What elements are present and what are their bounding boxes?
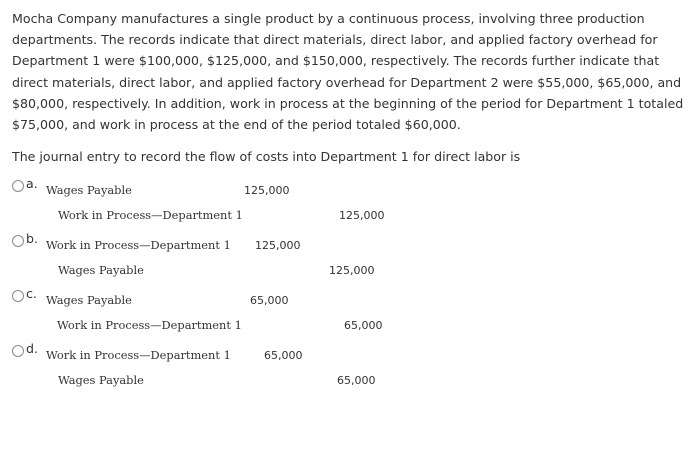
credit-amount-c: 65,000 [344, 319, 383, 332]
debit-account-a: Wages Payable [46, 183, 132, 197]
debit-amount-c: 65,000 [250, 294, 289, 307]
debit-account-d: Work in Process—Department 1 [46, 348, 231, 362]
debit-amount-a: 125,000 [244, 184, 290, 197]
debit-amount-d: 65,000 [264, 349, 303, 362]
radio-button-c[interactable] [12, 290, 24, 302]
option-letter-d: d. [26, 341, 38, 356]
credit-amount-a: 125,000 [339, 209, 385, 222]
radio-button-d[interactable] [12, 345, 24, 357]
credit-amount-d: 65,000 [337, 374, 376, 387]
debit-account-b: Work in Process—Department 1 [46, 238, 231, 252]
answer-option-d[interactable] [0, 341, 691, 397]
credit-account-c: Work in Process—Department 1 [57, 318, 242, 332]
option-letter-b: b. [26, 231, 38, 246]
credit-amount-b: 125,000 [329, 264, 375, 277]
debit-amount-b: 125,000 [255, 239, 301, 252]
answer-option-b[interactable] [0, 231, 691, 287]
credit-account-a: Work in Process—Department 1 [58, 208, 243, 222]
problem-statement: Mocha Company manufactures a single product by a continuous process, involving three production departments. The records indicate that direct materials, direct labor, and applied factory overhead for Department 1 were $100,000, $125,000, and $150,000, respectively. The records further indicate that direct materials, direct labor, and applied factory overhead for Department 2 were $55,000, $65,000, and $80,000, respectively. In addition, work in process at the beginning of the period for Department 1 totaled $75,000, and work in process at the end of the period totaled $60,000. [12, 11, 684, 133]
answer-option-c[interactable] [0, 286, 691, 342]
answer-option-a[interactable] [0, 176, 691, 232]
radio-button-b[interactable] [12, 235, 24, 247]
question-prompt: The journal entry to record the flow of costs into Department 1 for direct labor is [12, 149, 521, 164]
option-letter-a: a. [26, 176, 38, 191]
radio-button-a[interactable] [12, 180, 24, 192]
debit-account-c: Wages Payable [46, 293, 132, 307]
credit-account-d: Wages Payable [58, 373, 144, 387]
option-letter-c: c. [26, 286, 37, 301]
credit-account-b: Wages Payable [58, 263, 144, 277]
